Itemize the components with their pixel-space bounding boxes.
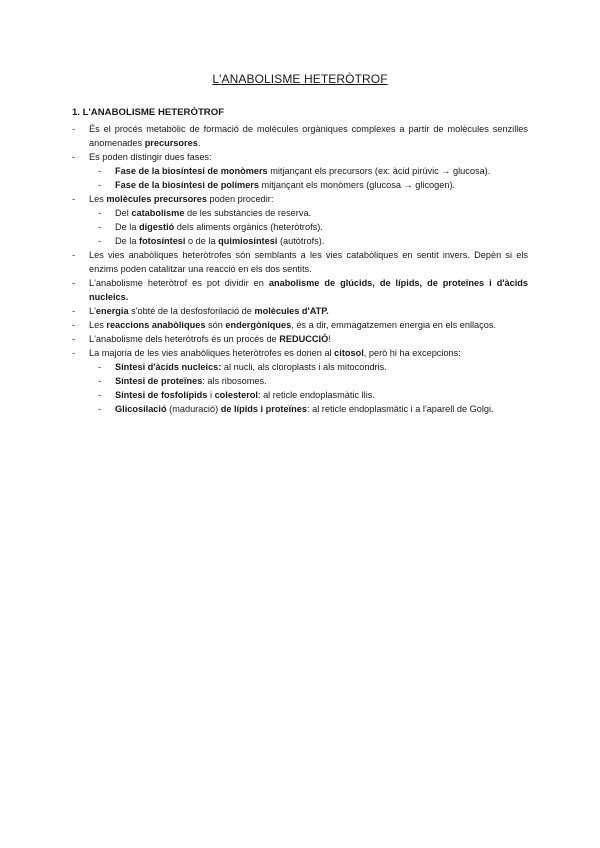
bullet-dash: - — [98, 404, 102, 414]
bullet-dash: - — [72, 152, 76, 162]
text-segment: poden procedir: — [206, 194, 274, 204]
bold-text: molècules precursores — [106, 194, 207, 204]
text-segment: mitjançant els monòmers (glucosa → glicogen). — [259, 180, 456, 190]
text-segment: : als ribosomes. — [202, 376, 267, 386]
page-title: L'ANABOLISME HETERÒTROF — [212, 72, 388, 86]
list-item — [72, 318, 528, 332]
bullet-dash: - — [72, 306, 76, 316]
text-segment: Les vies anabòliques heteròtrofes són semblants a les vies catabòliques en sentit invers. Depèn si els enzims poden catalitzar una reacció en els dos sentits. — [89, 250, 528, 274]
list-item — [72, 276, 528, 304]
text-segment: Del — [115, 208, 132, 218]
section-heading: 1. L'ANABOLISME HETERÒTROF — [72, 107, 225, 118]
text-segment: s'obté de la desfosforilació de — [128, 306, 255, 316]
bold-text: Glicosilació — [115, 404, 167, 414]
bullet-dash: - — [98, 362, 102, 372]
list-item — [72, 248, 528, 276]
bullet-dash: - — [98, 180, 102, 190]
bold-text: fotosíntesi — [139, 236, 186, 246]
document-body — [72, 106, 528, 416]
bold-text: Síntesi de proteïnes — [115, 376, 203, 386]
bold-text: molècules d'ATP. — [254, 306, 329, 316]
bullet-dash: - — [98, 222, 102, 232]
text-segment: al nucli, als cloroplasts i als mitocondris. — [221, 362, 387, 372]
sub-list-item — [72, 402, 528, 416]
sub-list-item — [72, 164, 528, 178]
text-segment: L'anabolisme heteròtrof es pot dividir en — [89, 278, 269, 288]
sub-list-item — [72, 374, 528, 388]
text-segment: De la — [115, 236, 140, 246]
bold-text: Fase de la biosíntesi de polímers — [115, 180, 259, 190]
bullet-dash: - — [98, 166, 102, 176]
text-segment: o de la — [185, 236, 219, 246]
bullet-dash: - — [72, 124, 76, 134]
text-segment: L' — [89, 306, 96, 316]
text-segment: dels aliments orgànics (heteròtrofs). — [174, 222, 323, 232]
bold-text: quimiosíntesi — [218, 236, 278, 246]
sub-list-item — [72, 206, 528, 220]
text-segment: Les — [89, 320, 107, 330]
text-segment: Les — [89, 194, 107, 204]
bold-text: reaccions anabòliques — [106, 320, 206, 330]
bold-text: energia — [95, 306, 129, 316]
bullet-dash: - — [98, 208, 102, 218]
text-segment: . — [197, 138, 201, 148]
text-segment: (autòtrofs). — [277, 236, 325, 246]
sub-list-item — [72, 360, 528, 374]
bullet-list — [72, 122, 528, 416]
bold-text: colesterol — [214, 390, 258, 400]
bold-text: anabolisme de glúcids, de lípids, de proteïnes i d'àcids nucleics. — [89, 278, 529, 302]
text-segment: , però hi ha excepcions: — [363, 348, 461, 358]
sub-list-item — [72, 178, 528, 192]
bold-text: de lípids i proteïnes — [220, 404, 307, 414]
text-segment: L'anabolisme dels heteròtrofs és un procés de — [89, 334, 280, 344]
sub-list-item — [72, 220, 528, 234]
bullet-dash: - — [72, 194, 76, 204]
text-segment: i — [207, 390, 215, 400]
list-item — [72, 192, 528, 206]
text-segment: Es poden distingir dues fases: — [89, 152, 212, 162]
text-segment: de les substàncies de reserva. — [184, 208, 312, 218]
text-segment: La majoria de les vies anabòliques heteròtrofes es donen al — [89, 348, 335, 358]
bullet-dash: - — [98, 390, 102, 400]
bold-text: Fase de la biosíntesi de monòmers — [115, 166, 268, 176]
text-segment: De la — [115, 222, 140, 232]
bold-text: digestió — [139, 222, 175, 232]
bullet-dash: - — [72, 250, 76, 260]
bullet-dash: - — [72, 278, 76, 288]
bullet-dash: - — [72, 320, 76, 330]
bold-text: citosol — [334, 348, 364, 358]
bullet-dash: - — [98, 236, 102, 246]
list-item — [72, 346, 528, 360]
text-segment: mitjançant els precursors (ex: àcid pirúvic → glucosa). — [267, 166, 491, 176]
list-item — [72, 332, 528, 346]
text-segment: ! — [328, 334, 331, 344]
text-segment: són — [205, 320, 226, 330]
list-item — [72, 122, 528, 150]
bold-text: endergòniques — [225, 320, 292, 330]
bold-text: REDUCCIÓ — [279, 334, 329, 344]
sub-list-item — [72, 234, 528, 248]
bold-text: precursores — [144, 138, 198, 148]
bullet-dash: - — [98, 376, 102, 386]
text-segment: , és a dir, emmagatzemen energia en els enllaços. — [291, 320, 497, 330]
text-segment: : al reticle endoplasmàtic llis. — [257, 390, 375, 400]
bold-text: Síntesi de fosfolípids — [115, 390, 208, 400]
bold-text: catabolisme — [131, 208, 185, 218]
list-item — [72, 150, 528, 164]
text-segment: : al reticle endoplasmàtic i a l'aparell de Golgi. — [306, 404, 494, 414]
bullet-dash: - — [72, 334, 76, 344]
bullet-dash: - — [72, 348, 76, 358]
list-item — [72, 304, 528, 318]
text-segment: És el procés metabòlic de formació de molècules orgàniques complexes a partir de molècules senzilles anomenades — [89, 124, 528, 148]
bold-text: Síntesi d'àcids nucleics: — [115, 362, 222, 372]
text-segment: (maduració) — [166, 404, 221, 414]
sub-list-item — [72, 388, 528, 402]
